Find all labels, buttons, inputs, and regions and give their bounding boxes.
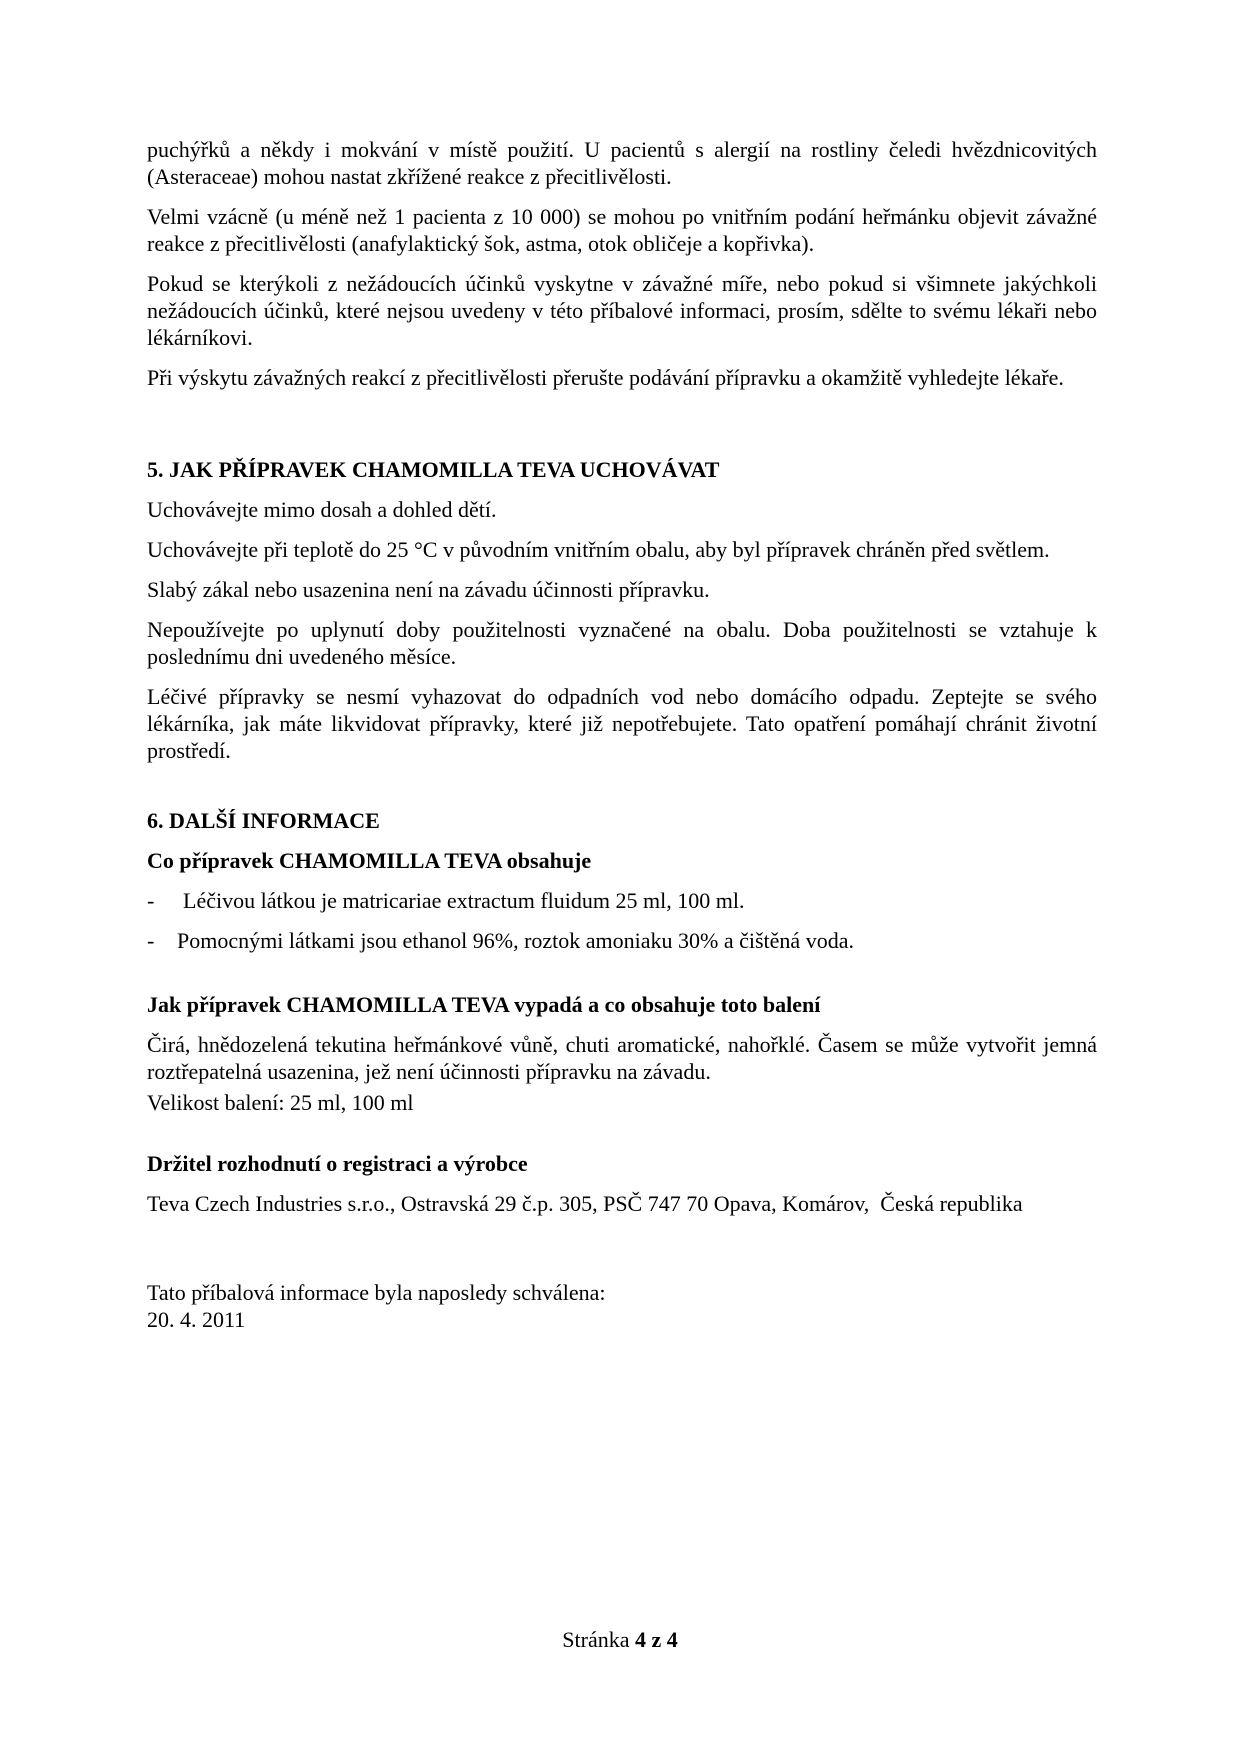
paragraph-adverse-reactions-4: Při výskytu závažných reakcí z přecitlivělosti přerušte podávání přípravku a okamžitě vyhledejte lékaře.	[147, 365, 1064, 390]
paragraph-storage-sediment: Slabý zákal nebo usazenina není na závadu účinnosti přípravku.	[147, 577, 710, 602]
paragraph-holder-address: Teva Czech Industries s.r.o., Ostravská 29 č.p. 305, PSČ 747 70 Opava, Komárov, Česká republika	[147, 1191, 1023, 1216]
footer-separator: z	[651, 1627, 662, 1652]
paragraph-storage-temperature: Uchovávejte při teplotě do 25 °C v původním vnitřním obalu, aby byl přípravek chráněn před světlem.	[147, 537, 1050, 562]
paragraph-storage-expiry: Nepoužívejte po uplynutí doby použitelnosti vyznačené na obalu. Doba použitelnosti se vztahuje k poslednímu dni uvedeného měsíce.	[147, 617, 1097, 669]
paragraph-adverse-reactions-1: puchýřků a někdy i mokvání v místě použití. U pacientů s alergií na rostliny čeledi hvězdnicovitých (Asteraceae) mohou nastat zkřížené reakce z přecitlivělosti.	[147, 137, 1097, 189]
paragraph-pack-size: Velikost balení: 25 ml, 100 ml	[147, 1090, 414, 1115]
subheading-marketing-holder: Držitel rozhodnutí o registraci a výrobce	[147, 1151, 528, 1176]
paragraph-adverse-reactions-2: Velmi vzácně (u méně než 1 pacienta z 10 000) se mohou po vnitřním podání heřmánku objevit závažné reakce z přecitlivělosti (anafylaktický šok, astma, otok obličeje a kopřivka).	[147, 204, 1097, 256]
paragraph-appearance: Čirá, hnědozelená tekutina heřmánkové vůně, chuti aromatické, nahořklé. Časem se může vytvořit jemná roztřepatelná usazenina, jež není účinnosti přípravku na závadu.	[147, 1032, 1097, 1084]
paragraph-storage-disposal: Léčivé přípravky se nesmí vyhazovat do odpadních vod nebo domácího odpadu. Zeptejte se svého lékárníka, jak máte likvidovat přípravky, které již nepotřebujete. Tato opatření pomáhají chránit životní prostředí.	[147, 684, 1097, 763]
section-heading-6-further-information: 6. DALŠÍ INFORMACE	[147, 808, 380, 833]
footer-current-page: 4	[634, 1627, 646, 1652]
section-heading-5-storage: 5. JAK PŘÍPRAVEK CHAMOMILLA TEVA UCHOVÁVAT	[147, 457, 720, 482]
bullet-excipients-text: Pomocnými látkami jsou ethanol 96%, roztok amoniaku 30% a čištěná voda.	[177, 928, 854, 953]
paragraph-approval-date: 20. 4. 2011	[147, 1307, 246, 1332]
bullet-dash: -	[147, 928, 155, 953]
subheading-composition: Co přípravek CHAMOMILLA TEVA obsahuje	[147, 848, 592, 873]
bullet-active-substance	[147, 887, 1097, 914]
footer-page-prefix: Stránka	[562, 1627, 630, 1652]
subheading-appearance: Jak přípravek CHAMOMILLA TEVA vypadá a co obsahuje toto balení	[147, 992, 821, 1017]
paragraph-storage-keep-away: Uchovávejte mimo dosah a dohled dětí.	[147, 497, 497, 522]
footer-total-pages: 4	[666, 1627, 678, 1652]
bullet-dash: -	[147, 888, 155, 913]
paragraph-approval-label: Tato příbalová informace byla naposledy schválena:	[147, 1280, 606, 1305]
bullet-active-substance-text: Léčivou látkou je matricariae extractum fluidum 25 ml, 100 ml.	[183, 888, 745, 913]
bullet-excipients	[147, 927, 1097, 954]
paragraph-adverse-reactions-3: Pokud se kterýkoli z nežádoucích účinků vyskytne v závažné míře, nebo pokud si všimnete jakýchkoli nežádoucích účinků, které nejsou uvedeny v této příbalové informaci, prosím, sdělte to svému lékaři nebo lékárníkovi.	[147, 271, 1097, 350]
footer-page-number	[0, 1626, 1240, 1653]
